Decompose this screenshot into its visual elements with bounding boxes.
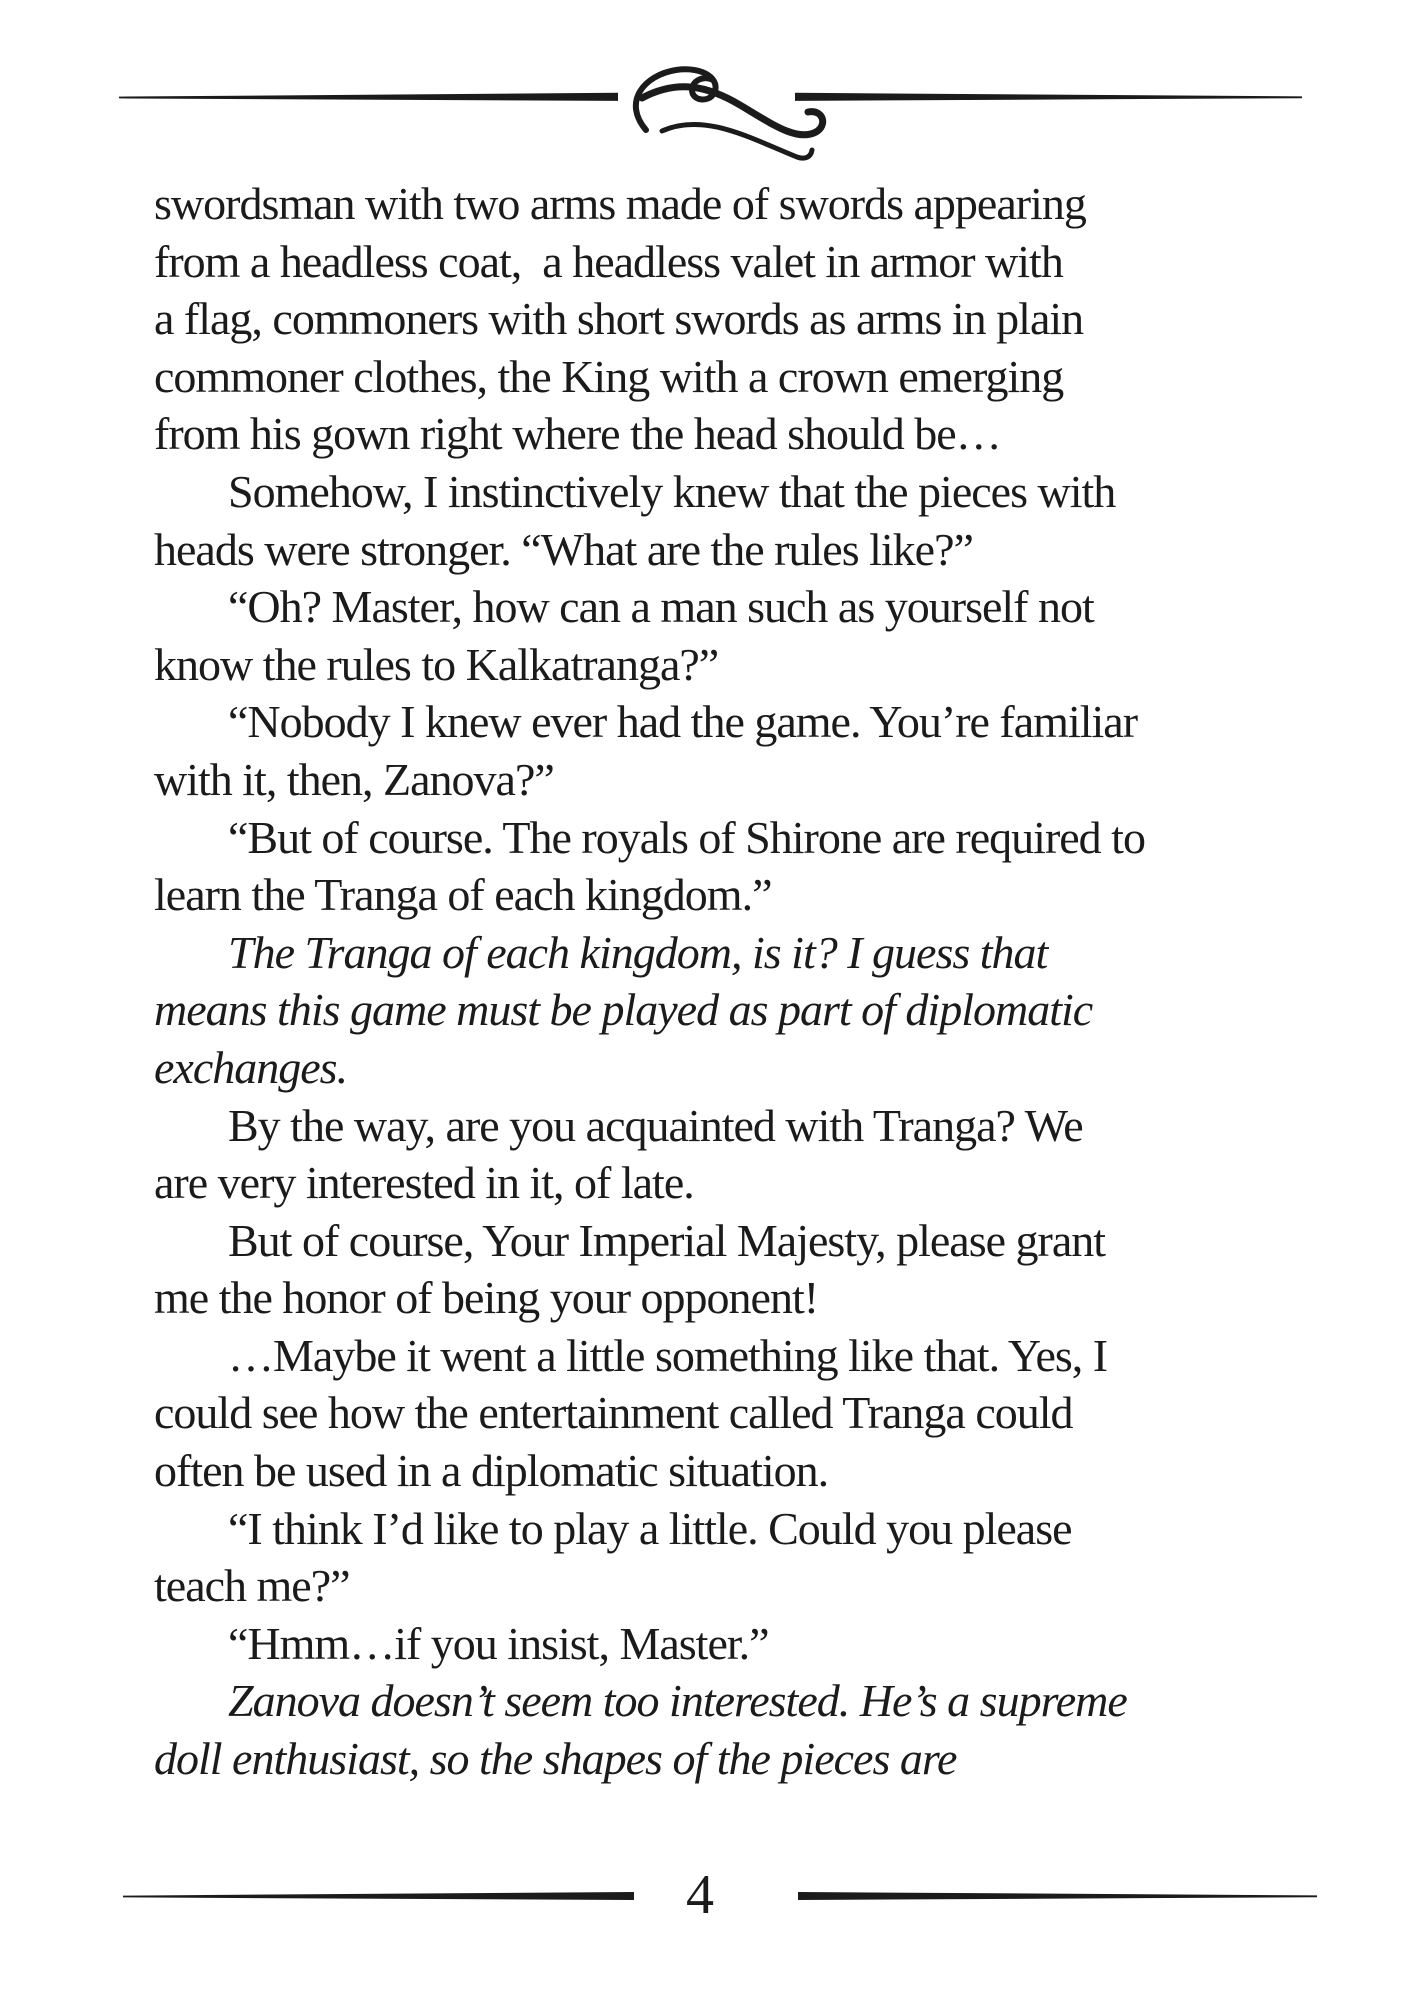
text-line: But of course, Your Imperial Majesty, please grant — [228, 1214, 1106, 1266]
text-line: often be used in a diplomatic situation. — [154, 1445, 829, 1497]
text-line: me the honor of being your opponent! — [154, 1272, 819, 1324]
flourish-swirl-icon — [636, 69, 823, 158]
text-line: could see how the entertainment called Tranga could — [154, 1387, 1073, 1439]
paragraph — [154, 1097, 1229, 1212]
text-line: doll enthusiast, so the shapes of the pieces are — [154, 1733, 957, 1785]
text-line: The Tranga of each kingdom, is it? I guess that — [228, 926, 1048, 978]
text-line: “Nobody I knew ever had the game. You’re familiar — [228, 696, 1138, 748]
text-line: know the rules to Kalkatranga?” — [154, 638, 719, 690]
text-line: “Hmm…if you insist, Master.” — [228, 1617, 769, 1669]
paragraph — [154, 1500, 1229, 1615]
text-line: are very interested in it, of late. — [154, 1157, 694, 1209]
paragraph — [154, 809, 1229, 924]
text-line: with it, then, Zanova?” — [154, 753, 554, 805]
text-line: from his gown right where the head should be… — [154, 408, 1001, 460]
text-line: By the way, are you acquainted with Tranga? We — [228, 1099, 1083, 1151]
text-line: learn the Tranga of each kingdom.” — [154, 869, 772, 921]
text-line: “But of course. The royals of Shirone are required to — [228, 811, 1145, 863]
page-number: 4 — [686, 1864, 714, 1926]
footer-rule-left — [123, 1892, 634, 1900]
paragraph — [154, 1212, 1229, 1327]
paragraph — [154, 175, 1229, 463]
header-divider-ornament — [0, 0, 1404, 180]
text-line: a flag, commoners with short swords as arms in plain — [154, 293, 1084, 345]
page-text — [154, 175, 1229, 1788]
text-line: swordsman with two arms made of swords appearing — [154, 178, 1086, 229]
tapered-rule-left — [119, 93, 618, 101]
paragraph — [154, 924, 1229, 1097]
text-line: means this game must be played as part of diplomatic — [154, 984, 1093, 1036]
paragraph — [154, 693, 1229, 808]
paragraph — [154, 578, 1229, 693]
paragraph — [154, 1615, 1229, 1673]
text-line: Somehow, I instinctively knew that the pieces with — [228, 465, 1116, 517]
paragraph — [154, 1327, 1229, 1500]
paragraph — [154, 463, 1229, 578]
text-line: from a headless coat, a headless valet in armor with — [154, 235, 1063, 287]
text-line: heads were stronger. “What are the rules like?” — [154, 523, 973, 575]
paragraph — [154, 1672, 1229, 1787]
text-line: teach me?” — [154, 1560, 350, 1612]
text-line: Zanova doesn’t seem too interested. He’s a supreme — [228, 1675, 1127, 1727]
text-line: “Oh? Master, how can a man such as yourself not — [228, 581, 1094, 633]
text-line: exchanges. — [154, 1041, 348, 1093]
tapered-rule-right — [795, 93, 1302, 101]
text-line: …Maybe it went a little something like that. Yes, I — [228, 1329, 1108, 1381]
text-line: commoner clothes, the King with a crown emerging — [154, 350, 1064, 402]
footer-rule-right — [798, 1892, 1317, 1900]
text-line: “I think I’d like to play a little. Could you please — [228, 1502, 1072, 1554]
